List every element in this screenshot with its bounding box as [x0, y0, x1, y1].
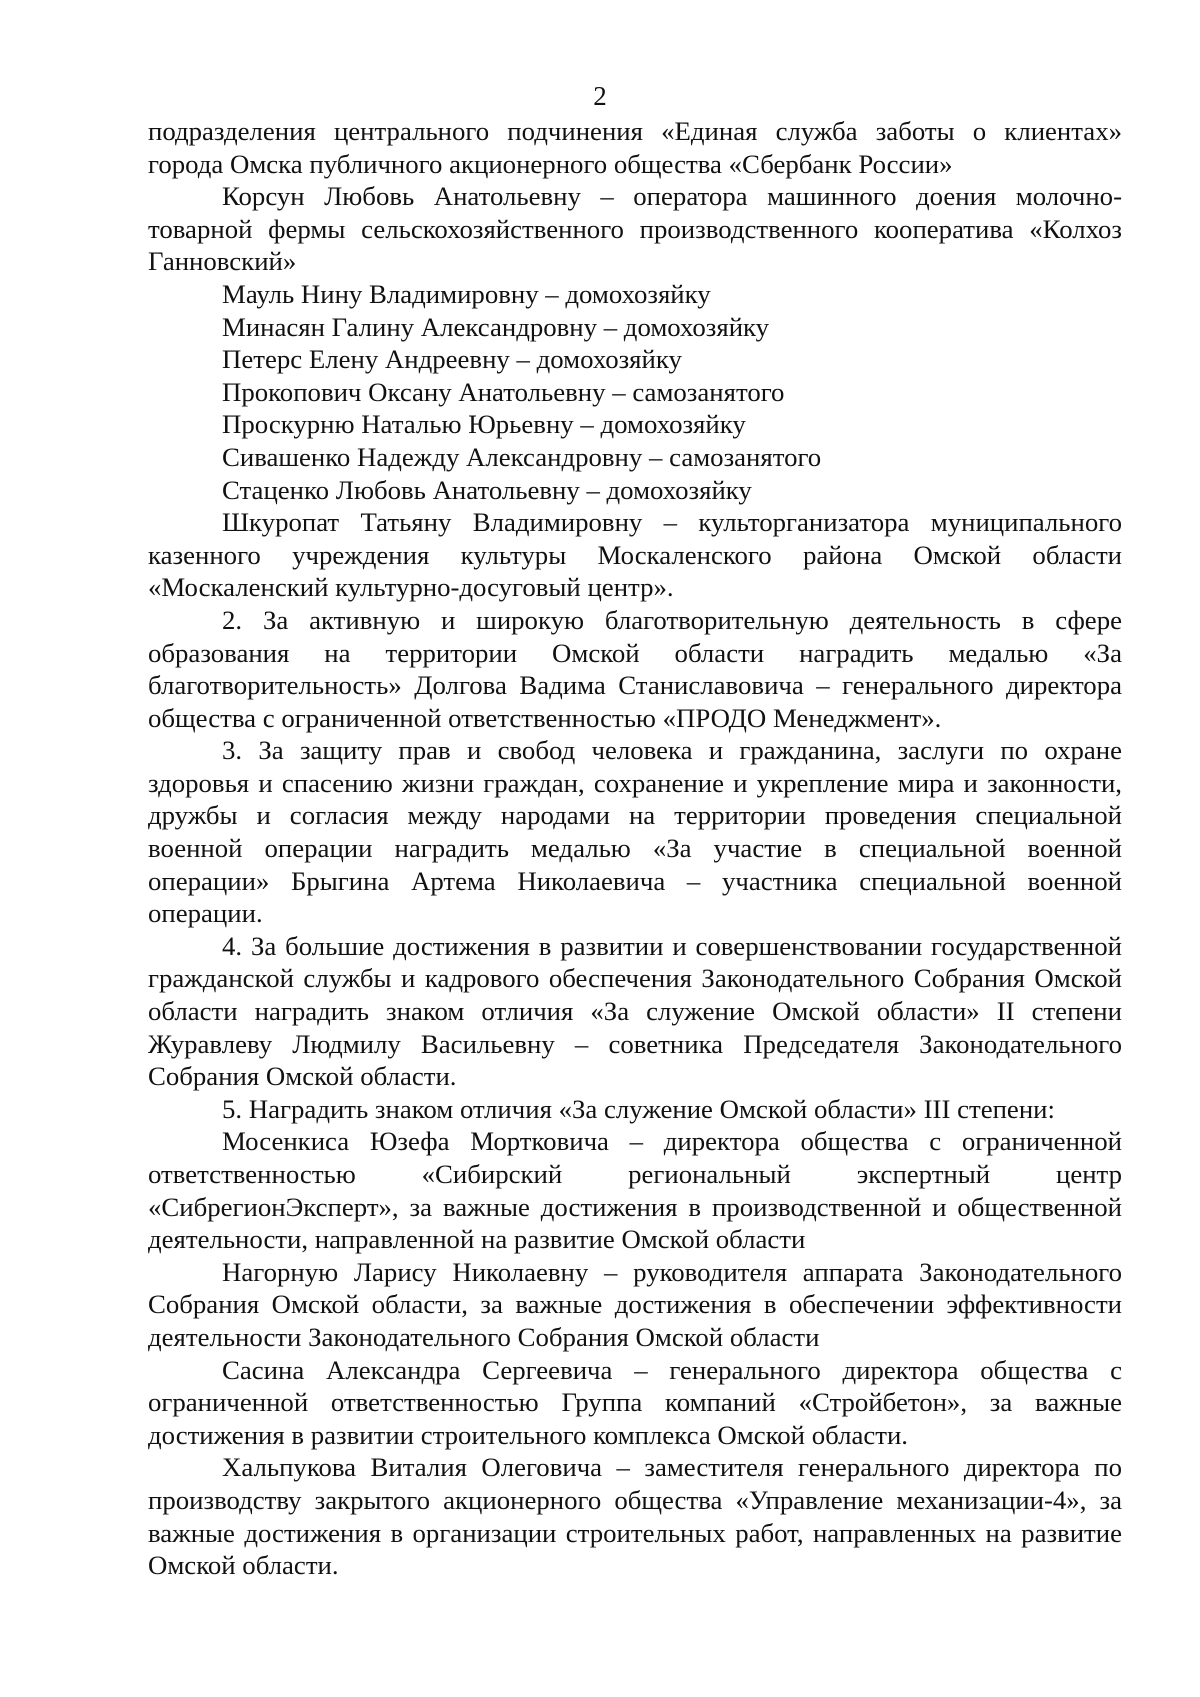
award-entry-mosenkis: Мосенкиса Юзефа Мортковича – директора общества с ограниченной ответственностью «Сибирский региональный экспертный центр «СибрегионЭксперт», за важные достижения в производственной и общественной деятельности, направленной на развитие Омской области [148, 1126, 1122, 1255]
award-entry-prokopovich: Прокопович Оксану Анатольевну – самозанятого [222, 376, 785, 407]
award-entry-statsenko: Стаценко Любовь Анатольевну – домохозяйку [222, 474, 752, 505]
clause-4: 4. За большие достижения в развитии и совершенствовании государственной гражданской службы и кадрового обеспечения Законодательного Собрания Омской области наградить знаком отличия «За служение Омской области» II степени Журавлеву Людмилу Васильевну – советника Председателя Законодательного Собрания Омской области. [148, 930, 1122, 1092]
paragraph-continuation: подразделения центрального подчинения «Единая служба заботы о клиентах» города Омска публичного акционерного общества «Сбербанк России» [148, 116, 1122, 179]
document-body [148, 115, 1122, 1582]
clause-5-heading: 5. Наградить знаком отличия «За служение Омской области» III степени: [222, 1093, 1055, 1124]
clause-2: 2. За активную и широкую благотворительную деятельность в сфере образования на территории Омской области наградить медалью «За благотворительность» Долгова Вадима Станиславовича – генерального директора общества с ограниченной ответственностью «ПРОДО Менеджмент». [148, 604, 1122, 733]
clause-3: 3. За защиту прав и свобод человека и гражданина, заслуги по охране здоровья и спасению жизни граждан, сохранение и укрепление мира и законности, дружбы и согласия между народами на территории проведения специальной военной операции наградить медалью «За участие в специальной военной операции» Брыгина Артема Николаевича – участника специальной военной операции. [148, 735, 1122, 929]
award-entry-shkuropat: Шкуропат Татьяну Владимировну – культорганизатора муниципального казенного учреждения культуры Москаленского района Омской области «Москаленский культурно-досуговый центр». [148, 507, 1122, 603]
award-entry-sivashenko: Сивашенко Надежду Александровну – самозанятого [222, 441, 822, 472]
award-entry-korsun: Корсун Любовь Анатольевну – оператора машинного доения молочно-товарной фермы сельскохозяйственного производственного кооператива «Колхоз Ганновский» [148, 181, 1122, 277]
award-entry-khalpukov: Хальпукова Виталия Олеговича – заместителя генерального директора по производству закрытого акционерного общества «Управление механизации-4», за важные достижения в организации строительных работ, направленных на развитие Омской области. [148, 1452, 1122, 1581]
award-entry-proskurnya: Проскурню Наталью Юрьевну – домохозяйку [222, 409, 746, 440]
award-entry-nagornaya: Нагорную Ларису Николаевну – руководителя аппарата Законодательного Собрания Омской области, за важные достижения в обеспечении эффективности деятельности Законодательного Собрания Омской области [148, 1256, 1122, 1352]
award-entry-peters: Петерс Елену Андреевну – домохозяйку [222, 344, 682, 375]
award-entry-sasin: Сасина Александра Сергеевича – генерального директора общества с ограниченной ответственностью Группа компаний «Стройбетон», за важные достижения в развитии строительного комплекса Омской области. [148, 1354, 1122, 1450]
award-entry-maul: Мауль Нину Владимировну – домохозяйку [222, 278, 711, 309]
page-number: 2 [593, 81, 607, 111]
award-entry-minasyan: Минасян Галину Александровну – домохозяйку [222, 311, 770, 342]
